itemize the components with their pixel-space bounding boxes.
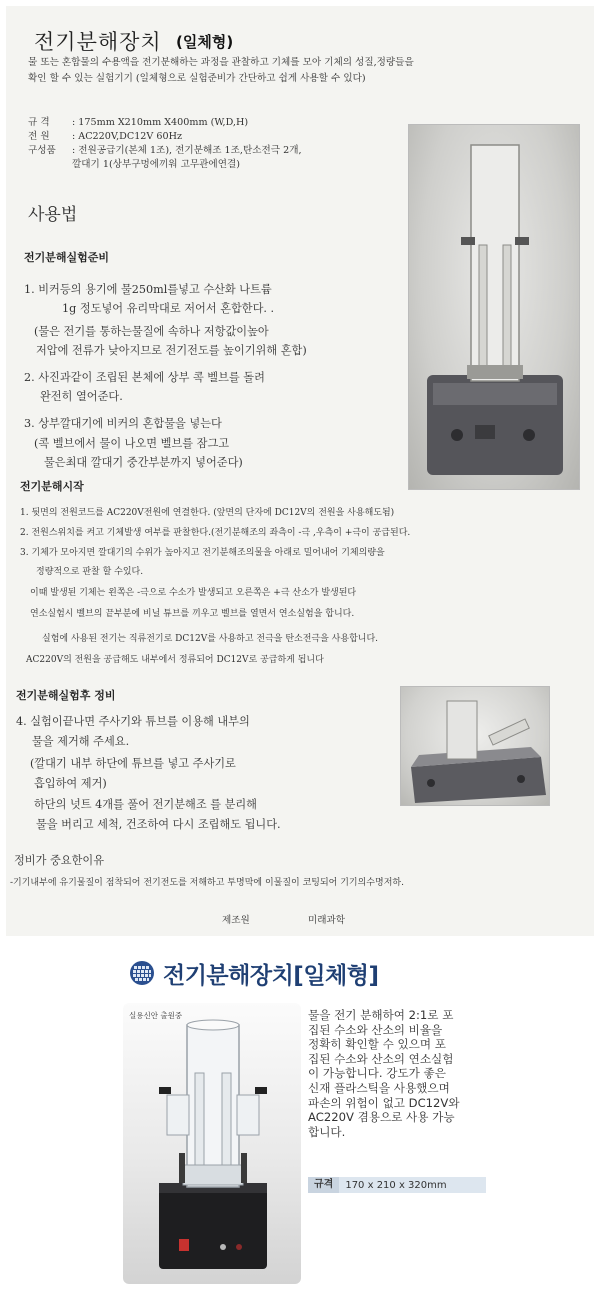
spec-label: 전 원 <box>28 131 50 142</box>
doc-title: 전기분해장치 <box>34 30 162 54</box>
intro-line: 물 또는 혼합물의 수용액을 전기분해하는 과정을 관찰하고 기체를 모아 기체의 성질,정량들을 <box>28 57 414 68</box>
section-title: 전기분해시작 <box>20 480 84 493</box>
section-line: 물은최대 깔대기 중간부분까지 넣어준다) <box>44 456 243 469</box>
section-line: 3. 상부깔대기에 비커의 혼합물을 넣는다 <box>24 417 222 430</box>
description-line: 파손의 위험이 없고 DC12V와 <box>308 1095 460 1110</box>
manufacturer-label: 제조원 <box>222 915 250 926</box>
description-line: 집된 수소와 산소의 연소실험 <box>308 1051 454 1066</box>
patent-badge: 실용신안 출원중 <box>129 1011 183 1020</box>
section-line: 물을 제거해 주세요. <box>32 735 130 748</box>
description-line: 이 가능합니다. 강도가 좋은 <box>308 1066 446 1081</box>
spec-value: : AC220V,DC12V 60Hz <box>72 131 183 142</box>
section-line: -기기내부에 유기물질이 점착되어 전기전도를 저해하고 투명막에 이물질이 코팅되어 기기의수명저하. <box>10 878 404 888</box>
apparatus-photo <box>408 124 580 490</box>
section-line: 저압에 전류가 낮아지므로 전기전도를 높이기위해 혼합) <box>36 344 307 357</box>
spec-label: 구성품 <box>28 145 56 156</box>
description-line: AC220V 겸용으로 사용 가능 <box>308 1110 455 1125</box>
section-line: 1. 뒷면의 전원코드를 AC220V전원에 연결한다. (앞면의 단자에 DC12V의 전원을 사용해도됨) <box>20 508 395 518</box>
section-line: (콕 벨브에서 물이 나오면 벨브를 잠그고 <box>34 437 230 450</box>
spec-value: : 175mm X210mm X400mm (W,D,H) <box>72 117 249 128</box>
section-line: 4. 실험이끝나면 주사기와 튜브를 이용해 내부의 <box>16 715 250 728</box>
section-line: 물을 버리고 세척, 건조하여 다시 조립해도 됩니다. <box>36 818 281 831</box>
product-photo <box>123 1003 301 1284</box>
section-line: 1. 비커등의 용기에 물250ml를넣고 수산화 나트륨 <box>24 283 272 296</box>
spec-value: 170 x 210 x 320mm <box>345 1179 447 1191</box>
section-line: 연소실험시 벨브의 끝부분에 비닐 튜브를 끼우고 벨브를 열면서 연소실험을 합니다. <box>30 609 355 619</box>
spec-label: 규 격 <box>28 117 50 128</box>
section-line: 2. 전원스위치를 켜고 기체발생 여부를 판찰한다.(전기분해조의 좌측이 -극 ,우측이 +극이 공급된다. <box>20 528 411 538</box>
description-line: 신재 플라스틱을 사용했으며 <box>308 1080 450 1095</box>
product-description <box>308 1008 486 1139</box>
product-card <box>0 938 600 1308</box>
description-line: 정확히 확인할 수 있으며 포 <box>308 1037 446 1052</box>
manufacturer-name: 미래과학 <box>308 915 346 926</box>
doc-title-suffix: (일체형) <box>176 33 234 51</box>
section-line: 실험에 사용된 전기는 직류전기로 DC12V를 사용하고 전극을 탄소전극을 사용합니다. <box>42 634 379 644</box>
product-header <box>129 958 379 988</box>
intro-line: 확인 할 수 있는 실험기기 (일체형으로 실험준비가 간단하고 쉽게 사용할 수 있다) <box>28 73 366 84</box>
section-line: (물은 전기를 통하는물질에 속하나 저항값이높아 <box>34 325 269 338</box>
spec-value: : 전원공급기(본체 1조), 전기분해조 1조,탄소전극 2개, <box>72 145 302 156</box>
section-title: 정비가 중요한이유 <box>14 854 105 867</box>
apparatus-illustration <box>409 125 580 490</box>
globe-icon <box>129 960 155 986</box>
maintenance-illustration <box>401 687 550 806</box>
section-line: 흡입하여 제거) <box>34 777 107 790</box>
section-line: 정량적으로 판찰 할 수있다. <box>36 567 144 577</box>
description-line: 물을 전기 분해하여 2:1로 포 <box>308 1008 454 1022</box>
section-line: 1g 정도넣어 유리막대로 저어서 혼합한다. . <box>62 302 275 315</box>
usage-title: 사용법 <box>28 205 78 225</box>
spec-label: 규격 <box>308 1177 339 1193</box>
section-line: 이때 발생된 기체는 왼쪽은 -극으로 수소가 발생되고 오른쪽은 +극 산소가 발생된다 <box>30 588 357 598</box>
scanned-manual <box>6 6 594 936</box>
product-illustration <box>123 1003 301 1284</box>
spec-value: 깔대기 1(상부구멍에끼워 고무관에연결) <box>72 159 240 170</box>
maintenance-photo <box>400 686 550 806</box>
section-title: 전기분해실험준비 <box>24 251 110 264</box>
description-line: 합니다. <box>308 1124 346 1139</box>
product-spec <box>308 1177 486 1193</box>
section-line: (깔대기 내부 하단에 튜브를 넣고 주사기로 <box>30 757 236 770</box>
section-line: 하단의 넛트 4개를 풀어 전기분해조 를 분리해 <box>34 798 257 811</box>
section-title: 전기분해실험후 정비 <box>16 689 116 702</box>
section-line: 3. 기체가 모아지면 깔대기의 수위가 높아지고 전기분해조의물을 아래로 밀어내어 기체의량을 <box>20 548 385 558</box>
section-line: 2. 사진과같이 조립된 본체에 상부 콕 벨브를 돌려 <box>24 371 265 384</box>
section-line: 완전히 열어준다. <box>40 390 123 403</box>
description-line: 집된 수소와 산소의 비율을 <box>308 1022 443 1037</box>
section-line: AC220V의 전원을 공급해도 내부에서 정류되어 DC12V로 공급하게 됩니다 <box>26 655 324 665</box>
product-title: 전기분해장치[일체형] <box>163 962 379 989</box>
